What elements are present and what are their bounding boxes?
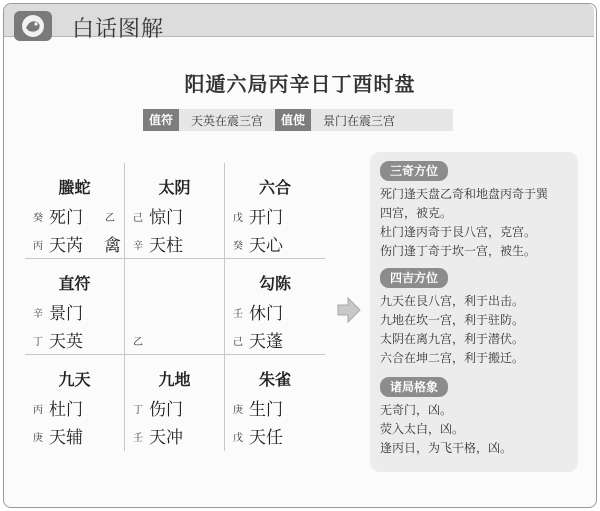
section-line: 荧入太白，凶。 [380, 422, 465, 436]
tag-value: 天英在震三宫 [191, 113, 264, 128]
page-title: 阳遁六局丙辛日丁酉时盘 [184, 72, 416, 96]
palace-cell [225, 355, 325, 451]
gate-label: 生门 [249, 400, 283, 420]
section-line: 杜门逢丙奇于艮八宫，克宫。 [380, 225, 537, 239]
analysis-panel [370, 152, 578, 472]
section-line: 六合在坤二宫，利于搬迁。 [380, 351, 525, 365]
palace-cell [25, 355, 125, 451]
star-row [33, 231, 83, 256]
gate-label: 休门 [249, 304, 283, 324]
gate-row [233, 203, 283, 228]
deity-label: 勾陈 [258, 274, 291, 293]
gate-label: 伤门 [149, 400, 183, 420]
section-line: 九天在艮八宫，利于出击。 [380, 294, 525, 308]
star-label: 天辅 [49, 428, 83, 448]
stem-label: 丁 [33, 337, 43, 348]
palace-cell [25, 259, 125, 355]
section-title: 三奇方位 [380, 161, 448, 181]
section-line: 逢丙日，为飞干格，凶。 [380, 441, 513, 455]
stem-label: 辛 [33, 309, 43, 320]
star-row [233, 231, 283, 256]
deity-label: 九天 [58, 370, 91, 389]
gate-row [133, 203, 183, 228]
arrow-right-icon [336, 296, 362, 328]
section-line: 伤门逢丁奇于坎一宫，被生。 [380, 244, 537, 258]
palace-cell [125, 355, 225, 451]
section-line: 无奇门，凶。 [380, 403, 453, 417]
star-label: 禽 [104, 236, 121, 256]
star-label: 天蓬 [249, 332, 283, 352]
header-bar [4, 4, 594, 42]
stem-label: 己 [133, 213, 143, 224]
deity-label: 螣蛇 [58, 178, 91, 197]
star-label: 天任 [249, 428, 283, 448]
gate-label: 惊门 [149, 208, 183, 228]
deity-label: 太阴 [158, 178, 191, 197]
gate-label: 杜门 [49, 400, 83, 420]
stem-label: 丁 [133, 405, 143, 416]
star-row [33, 327, 83, 352]
deity-label: 九地 [158, 370, 191, 389]
section-four-auspicious [380, 268, 524, 368]
stem-label: 庚 [33, 433, 43, 444]
stem-label: 乙 [105, 213, 115, 224]
gate-row [133, 395, 183, 420]
section-line: 死门逢天盘乙奇和地盘丙奇于巽 [380, 187, 549, 201]
tag-label: 值符 [143, 109, 179, 131]
stem-label: 戊 [233, 213, 243, 224]
deity-label: 朱雀 [258, 370, 291, 389]
star-label: 天英 [49, 332, 83, 352]
gate-row [33, 299, 83, 324]
header-title: 白话图解 [72, 17, 165, 42]
section-line: 九地在坎一宫，利于驻防。 [380, 313, 525, 327]
gate-label: 开门 [249, 208, 283, 228]
star-row [33, 423, 83, 448]
section-title: 诸局格象 [380, 377, 448, 397]
section-title: 四吉方位 [380, 268, 448, 288]
tag-label: 值使 [275, 109, 311, 131]
star-row [133, 231, 183, 256]
logo-icon [14, 11, 52, 41]
gate-row [233, 299, 283, 324]
stem-label: 壬 [233, 309, 243, 320]
section-three-wonders [380, 161, 548, 261]
stem-label: 乙 [133, 337, 143, 348]
star-label: 天芮 [49, 236, 83, 256]
star-row [233, 327, 283, 352]
star-label: 天柱 [149, 236, 183, 256]
section-line: 四宫，被克。 [380, 206, 453, 220]
stem-label: 辛 [133, 241, 143, 252]
duty-tags [143, 109, 453, 131]
gate-row [33, 395, 83, 420]
qimen-chart-grid [25, 163, 325, 451]
tag-value: 景门在震三宫 [323, 113, 396, 128]
star-label: 天冲 [149, 428, 183, 448]
stem-label: 己 [233, 337, 243, 348]
palace-cell [225, 163, 325, 259]
stem-label: 戊 [233, 433, 243, 444]
gate-label: 景门 [49, 304, 83, 324]
center-palace-cell [125, 259, 225, 355]
stem-label: 癸 [233, 241, 243, 252]
stem-label: 癸 [33, 213, 43, 224]
palace-cell [25, 163, 125, 259]
palace-cell [125, 163, 225, 259]
stem-label: 壬 [133, 433, 143, 444]
stem-label: 丙 [33, 405, 43, 416]
star-row [133, 423, 183, 448]
gate-row [233, 395, 283, 420]
section-patterns [380, 377, 512, 458]
section-line: 太阴在离九宫，利于潜伏。 [380, 332, 525, 346]
stem-label: 丙 [33, 241, 43, 252]
stem-label: 庚 [233, 405, 243, 416]
gate-label: 死门 [49, 208, 83, 228]
palace-cell [225, 259, 325, 355]
deity-label: 直符 [58, 274, 91, 293]
deity-label: 六合 [258, 178, 291, 197]
star-row [233, 423, 283, 448]
star-label: 天心 [249, 236, 283, 256]
gate-row [33, 203, 83, 228]
